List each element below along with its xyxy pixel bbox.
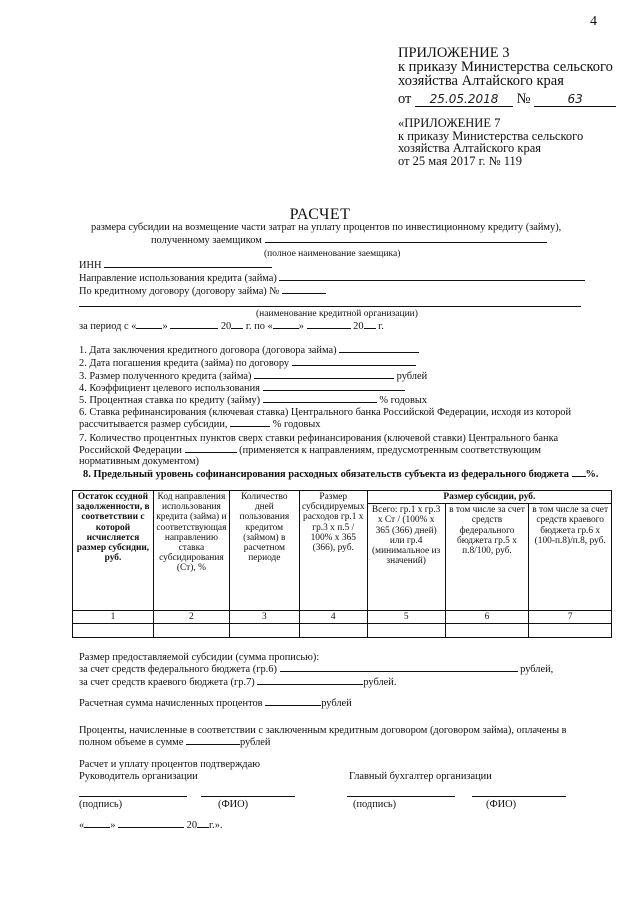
paid-label: полном объеме в сумме (79, 736, 184, 748)
col-number-5: 5 (367, 611, 445, 624)
table-number-row (73, 611, 612, 624)
subtitle-line1: размера субсидии на возмещение части затрат на уплату процентов по инвестиционному кредиту (займу), (91, 222, 562, 233)
credit-purpose-label: Направление использования кредита (займа) (79, 273, 277, 284)
regional-unit: рублей. (363, 677, 397, 688)
item-5 (79, 395, 427, 407)
federal-unit: рублей, (520, 664, 554, 675)
federal-label: за счет средств федерального бюджета (гр.6) (79, 664, 277, 675)
item-2-label: 2. Дата погашения кредита (займа) по договору (79, 358, 290, 369)
period-to-month[interactable] (307, 328, 351, 329)
item-5-field[interactable] (263, 402, 377, 403)
borrower-field[interactable] (265, 242, 547, 243)
credit-purpose-field[interactable] (279, 280, 585, 281)
table-cell-7[interactable] (529, 624, 612, 638)
header-cell-1: Остаток ссудной задолженности, в соответствии с которой исчисляется размер субсидии, руб. (73, 491, 154, 611)
credit-org-hint: (наименование кредитной организации) (256, 309, 418, 319)
period-to-year[interactable] (364, 328, 376, 329)
appendix3-title: ПРИЛОЖЕНИЕ 3 (398, 45, 510, 61)
date-day-field[interactable] (84, 827, 110, 828)
federal-field[interactable] (280, 671, 518, 672)
item-3 (79, 371, 427, 383)
credit-org-line[interactable] (79, 306, 581, 307)
table-row (73, 624, 612, 638)
subtitle-line2 (151, 235, 547, 247)
item-7 (79, 433, 603, 468)
period-to-day[interactable] (273, 328, 299, 329)
header-cell-2: Код направления использования кредита (займа) и соответствующая направлению ставка субсидирования (Ст), % (153, 491, 229, 611)
regional-label: за счет средств краевого бюджета (гр.7) (79, 677, 255, 688)
period-from-year[interactable] (231, 328, 243, 329)
appendix3-number: 63 (567, 92, 583, 106)
head-signature-line[interactable] (79, 796, 187, 797)
period-from-month[interactable] (170, 328, 218, 329)
header-cell-3: Количество дней пользования кредитом (займом) в расчетном периоде (229, 491, 299, 611)
subtitle-borrower-label: полученному заемщиком (151, 235, 262, 246)
item-1-label: 1. Дата заключения кредитного договора (договора займа) (79, 345, 337, 356)
confirm-label: Расчет и уплату процентов подтверждаю (79, 759, 260, 770)
contract-row (79, 286, 326, 298)
col-number-1: 1 (73, 611, 154, 624)
appendix3-number-field (534, 92, 616, 107)
header-cell-6: в том числе за счет средств федерального бюджета гр.5 х п.8/100, руб. (445, 504, 529, 611)
subsidy-table (72, 490, 612, 638)
table-cell-2[interactable] (153, 624, 229, 638)
item-7-line2 (79, 445, 603, 457)
item-6-label: рассчитывается размер субсидии, (79, 418, 228, 430)
inn-row (79, 260, 272, 272)
col-number-2: 2 (153, 611, 229, 624)
item-8-field[interactable] (572, 476, 586, 477)
date-month-field[interactable] (118, 827, 184, 828)
col-number-3: 3 (229, 611, 299, 624)
head-sign-hint: (подпись) (79, 799, 123, 810)
appendix7-line1: к приказу Министерства сельского (398, 128, 584, 143)
item-6-line2 (79, 419, 603, 431)
appendix7-title: «ПРИЛОЖЕНИЕ 7 (398, 116, 501, 130)
header-group-cell: Размер субсидии, руб. (367, 491, 611, 504)
period-text-e: » (298, 321, 304, 332)
table-cell-3[interactable] (229, 624, 299, 638)
item-1 (79, 345, 419, 357)
appendix3-line1: к приказу Министерства сельского (398, 59, 613, 75)
sum-words-label: Размер предоставляемой субсидии (сумма прописью): (79, 652, 320, 663)
item-7-line3: нормативным документом) (79, 456, 199, 467)
item-4 (79, 383, 405, 395)
accountant-label: Главный бухгалтер организации (349, 771, 492, 782)
date-text-d: г.». (209, 820, 223, 831)
appendix7-block (398, 117, 583, 167)
number-label: № (516, 91, 531, 107)
contract-number-field[interactable] (282, 293, 326, 294)
item-1-field[interactable] (339, 352, 419, 353)
date-year-field[interactable] (197, 827, 209, 828)
header-cell-7: в том числе за счет средств краевого бюджета гр.6 х (100-п.8)/п.8, руб. (529, 504, 612, 611)
period-text-f: 20 (353, 321, 364, 332)
head-fio-line[interactable] (201, 796, 295, 797)
accrued-field[interactable] (265, 705, 321, 706)
item-8-unit: %. (585, 469, 599, 480)
item-6-unit: % годовых (272, 418, 321, 430)
head-label: Руководитель организации (79, 771, 198, 782)
col-number-4: 4 (299, 611, 367, 624)
table-cell-4[interactable] (299, 624, 367, 638)
inn-field[interactable] (104, 267, 272, 268)
appendix3-date-field (415, 92, 513, 107)
item-7-label: Российской Федерации (79, 444, 182, 456)
item-7-line1: 7. Количество процентных пунктов сверх ставки рефинансирования (ключевой ставки) Центрального банка (79, 433, 559, 444)
period-text-d: г. по « (245, 321, 273, 332)
paid-block (79, 725, 609, 748)
regional-field[interactable] (257, 684, 363, 685)
head-fio-hint: (ФИО) (218, 799, 249, 810)
item-7-field[interactable] (185, 452, 237, 453)
document-title: РАСЧЕТ (289, 206, 351, 223)
paid-line2 (79, 737, 609, 749)
date-row (79, 820, 223, 832)
appendix3-date: 25.05.2018 (429, 92, 499, 106)
accrued-row (79, 698, 352, 710)
accountant-signature-line[interactable] (347, 796, 455, 797)
borrower-hint: (полное наименование заемщика) (264, 249, 401, 259)
period-row (79, 321, 384, 333)
item-5-unit: % годовых (379, 395, 428, 406)
inn-label: ИНН (79, 260, 102, 271)
credit-purpose-row (79, 273, 585, 285)
header-cell-4: Размер субсидируемых расходов гр.1 х гр.3 х п.5 / 100% х 365 (366), руб. (299, 491, 367, 611)
accountant-fio-hint: (ФИО) (486, 799, 517, 810)
item-7-note: (применяется к направлениям, предусмотренным соответствующим (239, 444, 542, 456)
item-3-field[interactable] (254, 378, 394, 379)
item-3-unit: рублей (396, 371, 428, 382)
page-number: 4 (590, 14, 597, 29)
header-cell-5: Всего: гр.1 х гр.3 х Ст / (100% х 365 (366) дней) или гр.4 (минимальное из значений) (367, 504, 445, 611)
col-number-7: 7 (529, 611, 612, 624)
item-6-line1: 6. Ставка рефинансирования (ключевая ставка) Центрального банка Российской Федерации, исходя из которой (79, 407, 572, 418)
table-cell-5[interactable] (367, 624, 445, 638)
appendix3-line2: хозяйства Алтайского края (398, 73, 564, 89)
period-from-day[interactable] (136, 328, 162, 329)
accrued-unit: рублей (321, 698, 352, 709)
from-label: от (398, 91, 412, 107)
appendix3-block (398, 46, 616, 107)
period-text-a: за период с « (79, 321, 137, 332)
item-6-field[interactable] (230, 426, 270, 427)
paid-line1: Проценты, начисленные в соответствии с заключенным кредитным договором (договором займа), оплачены в (79, 725, 567, 736)
item-6 (79, 407, 603, 430)
contract-label: По кредитному договору (договору займа) № (79, 286, 280, 297)
item-2-field[interactable] (292, 365, 416, 366)
appendix3-date-row (398, 92, 616, 107)
period-text-g: г. (378, 321, 384, 332)
item-8 (83, 469, 599, 481)
table-header-row (73, 491, 612, 504)
accountant-fio-line[interactable] (472, 796, 566, 797)
item-5-label: 5. Процентная ставка по кредиту (займу) (79, 395, 261, 406)
item-4-label: 4. Коэффициент целевого использования (79, 383, 260, 394)
date-text-c: 20 (186, 820, 198, 831)
date-text-a: « (79, 820, 85, 831)
item-4-field[interactable] (263, 390, 405, 391)
accrued-label: Расчетная сумма начисленных процентов (79, 698, 263, 709)
federal-row (79, 664, 553, 676)
table-cell-1[interactable] (73, 624, 154, 638)
table-cell-6[interactable] (445, 624, 529, 638)
date-text-b: » (110, 820, 116, 831)
appendix7-line2: хозяйства Алтайского края (398, 141, 541, 156)
item-8-label: 8. Предельный уровень софинансирования расходных обязательств субъекта из федерального бюджета (83, 469, 569, 480)
paid-field[interactable] (186, 744, 240, 745)
item-3-label: 3. Размер полученного кредита (займа) (79, 371, 252, 382)
appendix7-line3: от 25 мая 2017 г. № 119 (398, 153, 522, 168)
col-number-6: 6 (445, 611, 529, 624)
paid-unit: рублей (239, 736, 271, 748)
accountant-sign-hint: (подпись) (353, 799, 397, 810)
period-text-c: 20 (220, 321, 232, 332)
period-text-b: » (162, 321, 168, 332)
item-2 (79, 358, 416, 370)
regional-row (79, 677, 396, 689)
